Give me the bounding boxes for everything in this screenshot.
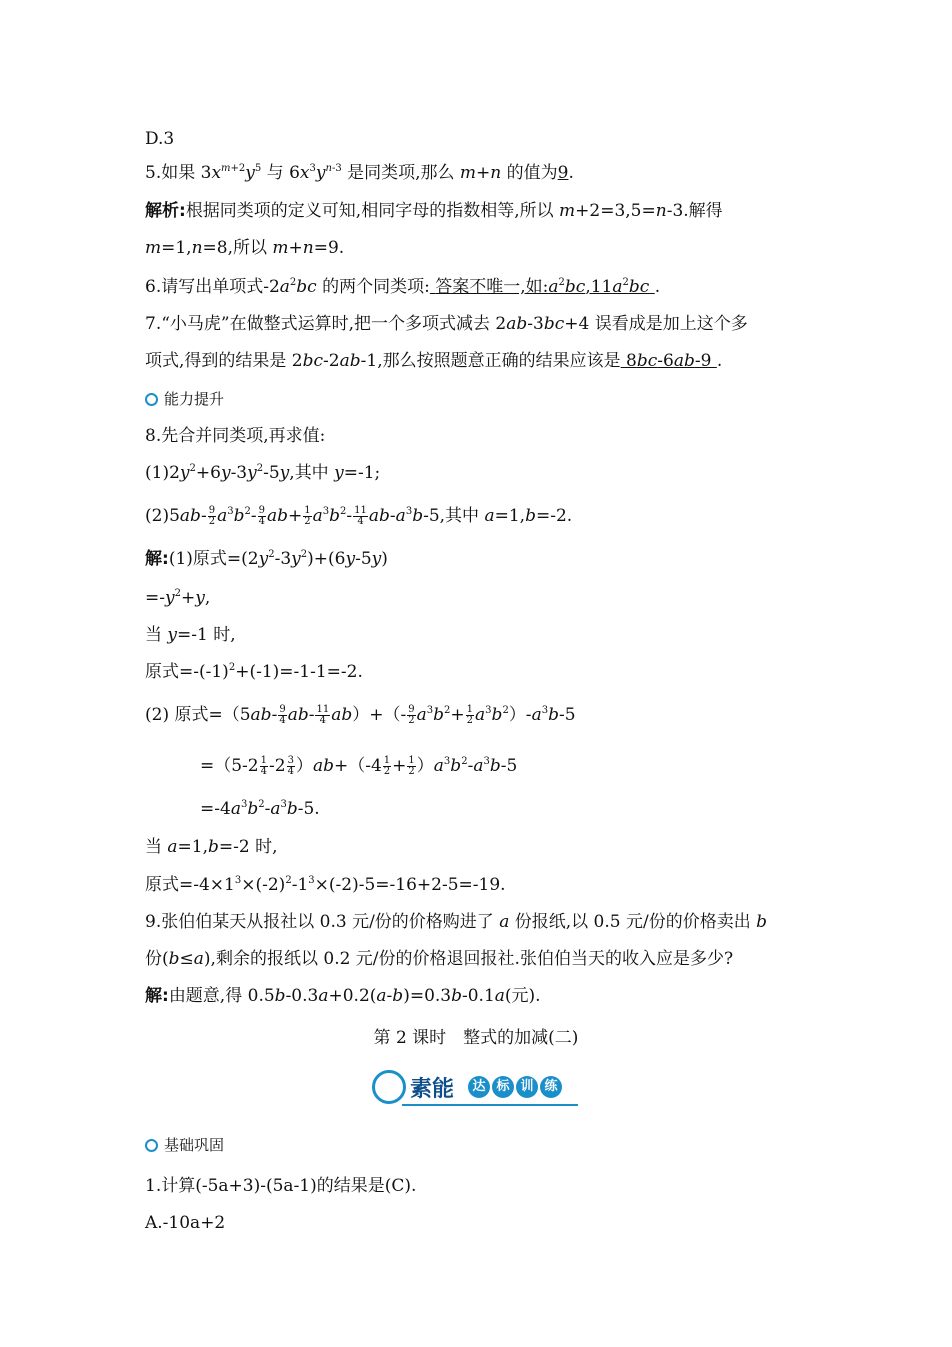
q8-solution-3: 当 y=-1 时, — [145, 625, 236, 645]
question-7-line1: 7.“小马虎”在做整式运算时,把一个多项式减去 2ab-3bc+4 误看成是加上这个多 — [145, 314, 748, 334]
section-heading-ability: 能力提升 — [145, 388, 224, 409]
badge-pill: 练 — [540, 1076, 562, 1098]
circle-icon — [145, 1139, 158, 1152]
q5-solution-line2: m=1,n=8,所以 m+n=9. — [145, 238, 345, 258]
badge-pill: 训 — [516, 1076, 538, 1098]
q8-solution-7: $=-4a^3b^2-a^3b-5$. — [200, 799, 320, 819]
q8-solution-5: (2) 原式=（5ab- $\frac{9}{4}$ ab- $\frac{11}{4}$ ab）+（- $\frac{9}{2}$ $a^3b^2+$ $\frac{1}{2}$ $a^3b^2)-a^3b-5$ — [145, 704, 576, 726]
badge-underline — [402, 1104, 578, 1106]
badge-pill: 标 — [492, 1076, 514, 1098]
q8-solution-9: 原式$=-4\times 1^3\times(-2)^2-1^3\times(-2)-5=-16+2-5=-19$. — [145, 875, 506, 895]
question-8-title: 8.先合并同类项,再求值: — [145, 426, 326, 446]
q8-solution-1: 解:(1)原式$=(2y^2-3y^2)+(6y-5y)$ — [145, 549, 388, 569]
badge-pill: 达 — [468, 1076, 490, 1098]
question-9-line1: 9.张伯伯某天从报社以 0.3 元/份的价格购进了 a 份报纸,以 0.5 元/份的价格卖出 b — [145, 912, 768, 932]
question-1-option-a: A.-10a+2 — [145, 1213, 226, 1233]
q8-solution-6: =（5-2 $\frac{1}{4}$ -2 $\frac{3}{4}$ ）ab+（-4 $\frac{1}{2}$ + $\frac{1}{2}$ ）$a^3b^2-a^3b-5$ — [200, 755, 518, 777]
logo-icon — [372, 1070, 406, 1104]
circle-icon — [145, 393, 158, 406]
question-9-line2: 份(b≤a),剩余的报纸以 0.2 元/份的价格退回报社.张伯伯当天的收入应是多少? — [145, 949, 734, 969]
q9-solution: 解:由题意,得 0.5b-0.3a+0.2(a-b)=0.3b-0.1a(元). — [145, 986, 541, 1006]
question-8-part1: $(1)2y^2+6y-3y^2-5y$,其中 y=-1; — [145, 463, 381, 483]
option-d: D.3 — [145, 129, 175, 149]
section-heading-basic: 基础巩固 — [145, 1134, 224, 1155]
q8-solution-8: 当 a=1,b=-2 时, — [145, 837, 278, 857]
question-8-part2: (2)5ab- $\frac{9}{2}$ $a^3b^2-$ $\frac{9}{4}$ ab+ $\frac{1}{2}$ $a^3b^2-$ $\frac{11}{4}$ $ab-a^3b-5$,其中 a=1,b=-2. — [145, 505, 573, 527]
badge-title: 素能 — [410, 1077, 455, 1102]
q5-solution-line1: 解析:根据同类项的定义可知,相同字母的指数相等,所以 m+2=3,5=n-3.解得 — [145, 201, 723, 221]
question-7-line2: 项式,得到的结果是 2bc-2ab-1,那么按照题意正确的结果应该是 8bc-6ab-9 . — [145, 351, 723, 371]
question-1: 1.计算(-5a+3)-(5a-1)的结果是(C). — [145, 1176, 417, 1196]
q8-solution-4: 原式$=-(-1)^2+(-1)=-1-1=-2$. — [145, 662, 363, 682]
question-6: 6.请写出单项式$-2a^2bc$ 的两个同类项: 答案不唯一,如$:a^2bc,11a^2bc$ . — [145, 277, 661, 297]
q8-solution-2: $=-y^2+y$, — [145, 588, 211, 608]
question-5: 5.如果 $3x^{m+2}y^5$ 与 $6x^3y^{n-3}$ 是同类项,那么 m+n 的值为9. — [145, 163, 574, 183]
lesson-title: 第 2 课时 整式的加减(二) — [373, 1028, 579, 1048]
answer-5: 9 — [557, 163, 569, 183]
section-badge — [372, 1068, 582, 1108]
